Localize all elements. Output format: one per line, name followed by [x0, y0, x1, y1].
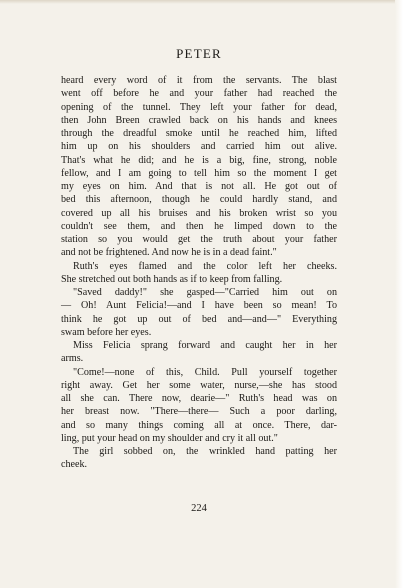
text-line: and not be frightened. And now he is in a dead faint." — [61, 247, 277, 259]
text-line: went off before he and your father had reached the — [61, 88, 337, 100]
text-line: — Oh! Aunt Felicia!—and I have been so mean! To — [61, 300, 337, 312]
text-line: She stretched out both hands as if to keep from falling. — [61, 273, 283, 285]
text-line: Ruth's eyes flamed and the color left her cheeks. — [73, 260, 337, 272]
text-line: him up on his shoulders and carried him out alive. — [61, 141, 337, 153]
text-line: heard every word of it from the servants. The blast — [61, 75, 337, 86]
text-line: "Saved daddy!" she gasped—"Carried him out on — [73, 287, 337, 298]
text-line: Miss Felicia sprang forward and caught her in her — [73, 340, 337, 351]
text-line: my eyes on him. And that is not all. He got out of — [61, 181, 337, 192]
text-line: cheek. — [61, 459, 88, 471]
text-line: all she can. There now, dearie—" Ruth's head was on — [61, 393, 337, 404]
text-line: and so many things coming all at once. There, dar- — [61, 419, 337, 431]
text-line: think he got up out of bed and—and—" Everything — [61, 313, 337, 325]
page-right-edge — [395, 0, 403, 588]
text-line: opening of the tunnel. They left your father for dead, — [61, 101, 337, 113]
text-line: then John Breen crawled back on his hands and knees — [61, 114, 337, 126]
page-number: 224 — [191, 503, 207, 514]
text-line: The girl sobbed on, the wrinkled hand patting her — [73, 446, 337, 457]
text-line: her breast now. "There—there— Such a poor darling, — [61, 406, 337, 418]
page-top-edge — [0, 0, 403, 4]
text-line: fellow, and I am going to tell him so the moment I get — [61, 167, 337, 179]
text-line: ling, put your head on my shoulder and cry it all out." — [61, 432, 278, 444]
text-line: arms. — [61, 353, 84, 365]
text-line: covered up all his bruises and his broken wrist so you — [61, 207, 337, 219]
running-head: PETER — [176, 46, 222, 61]
text-line: swam before her eyes. — [61, 326, 152, 338]
text-line: "Come!—none of this, Child. Pull yourself together — [73, 366, 337, 378]
text-line: couldn't see them, and then he limped down to the — [61, 220, 337, 232]
text-line: station so you would get the truth about your father — [61, 234, 337, 245]
text-line: bed this afternoon, though he could hardly stand, and — [61, 194, 337, 206]
text-line: right away. Get her some water, nurse,—she has stood — [61, 379, 337, 391]
text-line: That's what he did; and he is a big, fine, strong, noble — [61, 154, 337, 166]
body-text — [61, 74, 337, 472]
text-line: through the dreadful smoke until he reached him, lifted — [61, 128, 337, 139]
